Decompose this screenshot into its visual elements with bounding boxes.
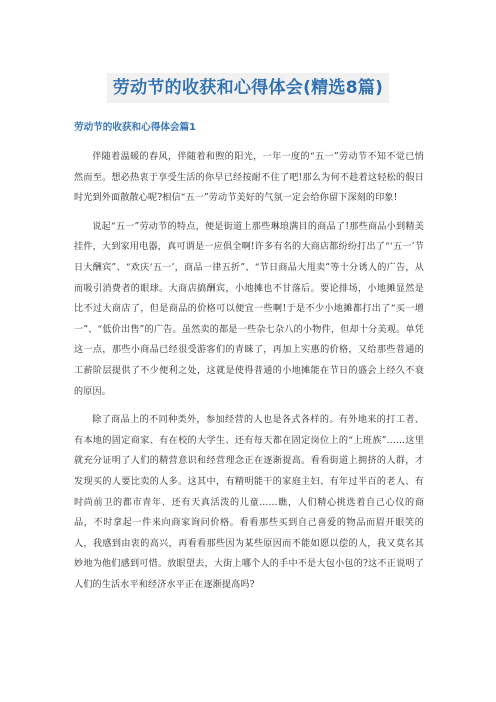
section-heading: 劳动节的收获和心得体会篇1 [74, 122, 196, 133]
paragraph-1: 伴随着温暖的春风，伴随着和煦的阳光，一年一度的“五一”劳动节不知不觉已悄然而至。想必热衷于享受生活的你早已经按耐不住了吧!那么为何不趁着这轻松的假日时光到外面散散心呢?相信“五一”劳动节美好的气氛一定会给你留下深刻的印象! [74, 152, 424, 204]
title-area [0, 73, 496, 103]
document-title: 劳动节的收获和心得体会(精选8篇) [107, 73, 389, 103]
document-body [74, 147, 424, 603]
paragraph-3: 除了商品上的不同种类外，参加经营的人也是各式各样的。有外地来的打工者、有本地的固定商家、有在校的大学生、还有每天都在固定岗位上的“上班族”……这里就充分证明了人们的精营意识和经营理念正在逐渐提高。看看街道上拥挤的人群，才发现买的人要比卖的人多。这其中，有精明能干的家庭主妇、有年过半百的老人、有时尚前卫的都市青年、还有天真活泼的儿童……瞧，人们精心挑选着自己心仪的商品，不时拿起一件来向商家询问价格。看看那些买到自己喜爱的物品而眉开眼笑的人，我感到由衷的高兴，再看看那些因为某些原因而不能如愿以偿的人，我又莫名其妙地为他们感到可惜。放眼望去，大街上哪个人的手中不是大包小包的?这不正说明了人们的生活水平和经济水平正在逐渐提高吗? [74, 415, 424, 590]
paragraph-2: 说起“五一”劳动节的特点，便是街道上那些琳琅满目的商品了!那些商品小到精美挂件，大到家用电器，真可谓是一应俱全啊!许多有名的大商店都纷纷打出了“‘五一’节日大酬宾”、“欢庆‘五一’，商品一律五折”、“节日商品大甩卖”等十分诱人的广告，从而吸引消费者的眼球。大商店搞酬宾，小地摊也不甘落后。要论排场，小地摊显然是比不过大商店了，但是商品的价格可以便宜一些啊!于是不少小地摊都打出了“买一增一”、“低价出售”的广告。虽然卖的都是一些杂七杂八的小物件，但却十分美观。单凭这一点，那些小商品已经很受游客们的青睐了，再加上实惠的价格，又给那些普通的工薪阶层提供了不少便利之处，这就是使得普通的小地摊能在节日的盛会上经久不衰的原因。 [74, 221, 424, 397]
